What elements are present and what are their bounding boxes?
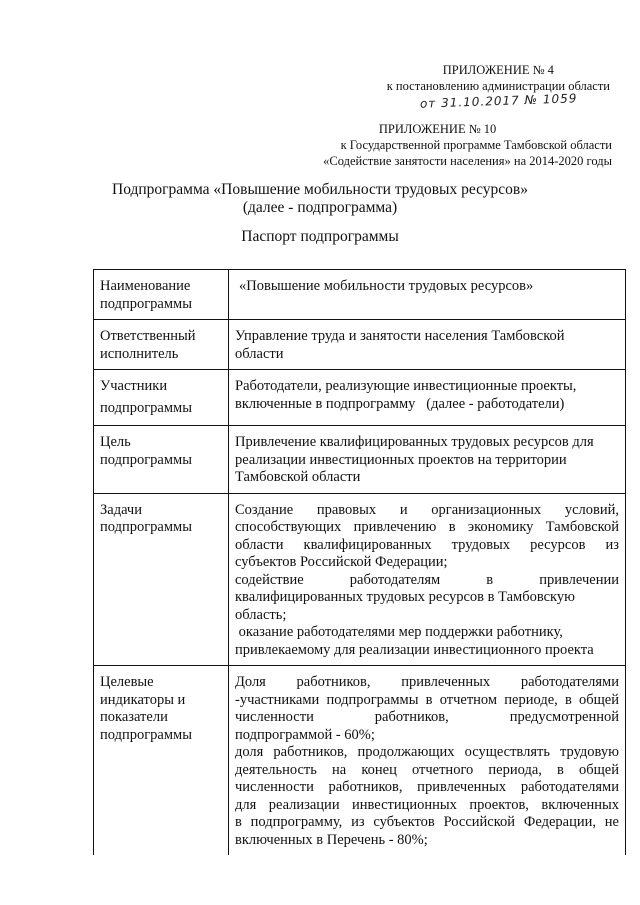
row-value: Доля работников, привлеченных работодателями -участниками подпрограммы в отчетном периоде, в общей численности работников, предусмотренной подпрограммой - 60%; доля работников, продолжающих осуществлять трудовую деятельность на конец отчетного периода, в общей численности работников, привлеченных работодателями для реализации инвестиционных проектов, включенных в подпрограмму, из субъектов Российской Федерации, не включенных в Перечень - 80%; bbox=[229, 666, 626, 856]
program-name: «Содействие занятости населения» на 2014-2020 годы bbox=[323, 154, 612, 168]
table-row bbox=[94, 320, 626, 370]
row-value: «Повышение мобильности трудовых ресурсов» bbox=[229, 270, 626, 320]
appendix4-title: ПРИЛОЖЕНИЕ № 4 bbox=[442, 63, 554, 77]
row-value: Управление труда и занятости населения Тамбовской области bbox=[229, 320, 626, 370]
row-label: Участники подпрограммы bbox=[94, 370, 229, 426]
row-value: Привлечение квалифицированных трудовых ресурсов для реализации инвестиционных проектов на территории Тамбовской области bbox=[229, 426, 626, 494]
row-value: Работодатели, реализующие инвестиционные проекты, включенные в подпрограмму (далее - работодатели) bbox=[229, 370, 626, 426]
appendix10-reference: к Государственной программе Тамбовской области bbox=[340, 138, 612, 152]
subprogram-alias: (далее - подпрограмма) bbox=[242, 199, 398, 216]
row-label: Цель подпрограммы bbox=[94, 426, 229, 494]
appendix4-reference: к постановлению администрации области bbox=[386, 79, 610, 93]
row-label: Ответственный исполнитель bbox=[94, 320, 229, 370]
subprogram-title: Подпрограмма «Повышение мобильности трудовых ресурсов» bbox=[112, 181, 528, 198]
row-label: Наименование подпрограммы bbox=[94, 270, 229, 320]
passport-title: Паспорт подпрограммы bbox=[241, 228, 399, 245]
passport-table bbox=[93, 269, 626, 855]
row-value: Создание правовых и организационных условий, способствующих привлечению в экономику Тамбовской области квалифицированных трудовых ресурсов из субъектов Российской Федерации; содействие работодателям в привлечении квалифицированных трудовых ресурсов в Тамбовскую область; оказание работодателями мер поддержки работнику, привлекаемому для реализации инвестиционного проекта bbox=[229, 493, 626, 666]
table-row bbox=[94, 370, 626, 426]
signature-date-handwritten: от 31.10.2017 № 1059 bbox=[419, 91, 578, 111]
row-label: Целевые индикаторы и показатели подпрограммы bbox=[94, 666, 229, 856]
appendix10-title: ПРИЛОЖЕНИЕ № 10 bbox=[378, 122, 497, 136]
appendix4-header bbox=[387, 62, 610, 109]
table-row bbox=[94, 270, 626, 320]
appendix10-header bbox=[323, 121, 612, 169]
table-row bbox=[94, 666, 626, 856]
table-row bbox=[94, 426, 626, 494]
row-label: Задачи подпрограммы bbox=[94, 493, 229, 666]
table-row bbox=[94, 493, 626, 666]
